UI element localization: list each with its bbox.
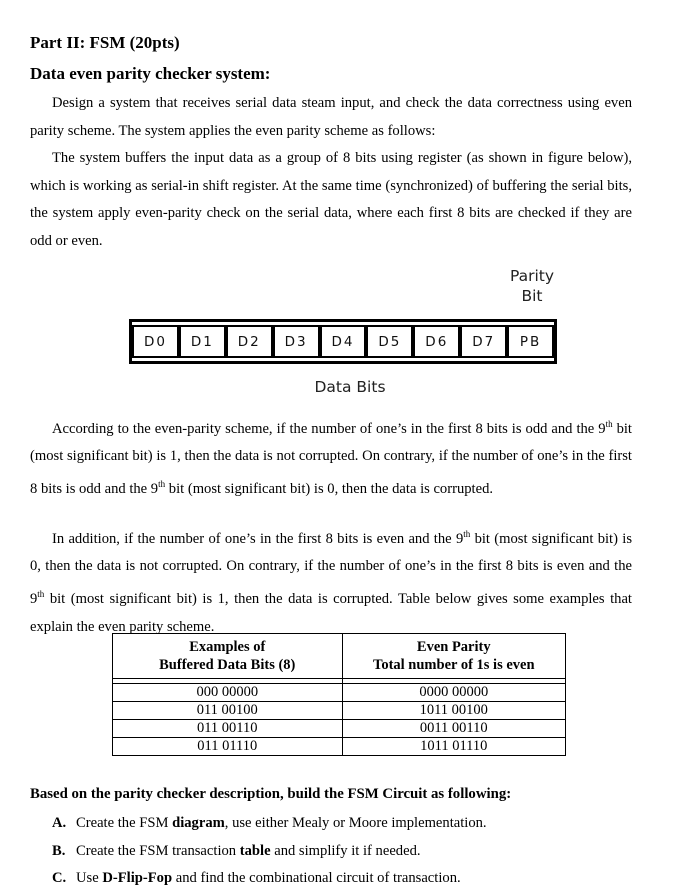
superscript-th: th	[605, 419, 613, 429]
table-row	[113, 738, 566, 756]
task-item-b	[52, 838, 487, 866]
table-header-buffered	[113, 634, 343, 679]
paragraph-buffering-text: The system buffers the input data as a group of 8 bits using register (as shown in figure below), which is working as serial-in shift register. At the same time (synchronized) of buffering the serial bits, the system apply even-parity check on the serial data, where each first 8 bits are checked if they are odd or even.	[30, 150, 632, 249]
p3-part-a: According to the even-parity scheme, if the number of one’s in the first 8 bits is odd and the 9	[52, 420, 606, 437]
parity-bit-label	[506, 266, 558, 306]
register-cell: D7	[460, 325, 507, 358]
task-c-bold: D-Flip-Fop	[102, 870, 173, 887]
task-c-pre: Use	[76, 870, 103, 887]
paragraph-intro-text: Design a system that receives serial data steam input, and check the data correctness using even parity scheme. The system applies the even parity scheme as follows:	[30, 95, 632, 139]
p3-part-b: bit (most significant bit) is 1, then the data is not corrupted. On contrary, if the number of one’s in the first 8 bits is odd and the 9	[30, 420, 632, 497]
parity-label-line1: Parity	[509, 267, 555, 285]
task-c-post: and find the combinational circuit of transaction.	[172, 870, 461, 887]
parity-value: 0000 00000	[419, 684, 489, 700]
task-label-c: C.	[52, 870, 67, 887]
task-b-bold: table	[239, 842, 271, 859]
task-list	[52, 810, 487, 893]
buffered-value: 000 00000	[196, 684, 259, 700]
parity-examples-table	[112, 633, 566, 756]
p3-part-c: bit (most significant bit) is 0, then the data is corrupted.	[165, 480, 494, 497]
superscript-th: th	[37, 589, 45, 600]
task-b-pre: Create the FSM transaction	[76, 842, 240, 859]
figure-caption: Data Bits	[314, 378, 386, 396]
parity-value: 1011 00100	[419, 702, 488, 718]
register-cell: D2	[226, 325, 273, 358]
register-cell: D3	[273, 325, 320, 358]
register-cell: D5	[366, 325, 413, 358]
register-cell: D6	[413, 325, 460, 358]
superscript-th: th	[158, 479, 166, 490]
register-cell: D4	[320, 325, 367, 358]
task-label-b: B.	[52, 842, 66, 859]
register-cell-parity: PB	[507, 325, 554, 358]
table-header-parity	[342, 634, 565, 679]
header-parity-line1: Even Parity	[416, 639, 491, 655]
paragraph-buffering	[30, 145, 632, 255]
task-item-a	[52, 810, 487, 838]
task-a-bold: diagram	[172, 815, 225, 831]
task-a-post: , use either Mealy or Moore implementation.	[224, 815, 487, 831]
section-title: Data even parity checker system:	[30, 64, 271, 83]
task-b-post: and simplify it if needed.	[270, 842, 421, 859]
buffered-value: 011 00110	[196, 720, 258, 736]
table-row	[113, 702, 566, 720]
p4-part-b: bit (most significant bit) is 0, then the data is not corrupted. On contrary, if the number of one’s in the first 8 bits is even and the 9	[30, 530, 633, 607]
task-label-a: A.	[52, 815, 67, 831]
paragraph-odd-case	[30, 411, 632, 504]
task-a-pre: Create the FSM	[76, 815, 173, 831]
paragraph-even-case	[30, 521, 632, 641]
parity-label-line2: Bit	[521, 287, 543, 305]
table-row	[113, 684, 566, 702]
p4-part-c: bit (most significant bit) is 1, then the data is corrupted. Table below gives some examples that explain the even parity scheme.	[30, 590, 632, 635]
superscript-th: th	[463, 529, 471, 539]
header-buffered-line2: Buffered Data Bits (8)	[159, 657, 296, 673]
register-cell: D0	[132, 325, 179, 358]
buffered-value: 011 00100	[196, 702, 258, 718]
buffered-value: 011 01110	[197, 738, 258, 754]
part-heading: Part II: FSM (20pts)	[30, 33, 180, 52]
header-buffered-line1: Examples of	[189, 639, 266, 655]
p4-part-a: In addition, if the number of one’s in the first 8 bits is even and the 9	[52, 530, 464, 547]
shift-register-figure	[129, 319, 557, 364]
task-item-c	[52, 865, 487, 893]
header-parity-line2: Total number of 1s is even	[372, 657, 535, 673]
table-row	[113, 720, 566, 738]
parity-value: 1011 01110	[420, 738, 488, 754]
task-intro: Based on the parity checker description, build the FSM Circuit as following:	[30, 786, 512, 802]
paragraph-intro	[30, 90, 632, 145]
parity-value: 0011 00110	[419, 720, 488, 736]
register-cell: D1	[179, 325, 226, 358]
